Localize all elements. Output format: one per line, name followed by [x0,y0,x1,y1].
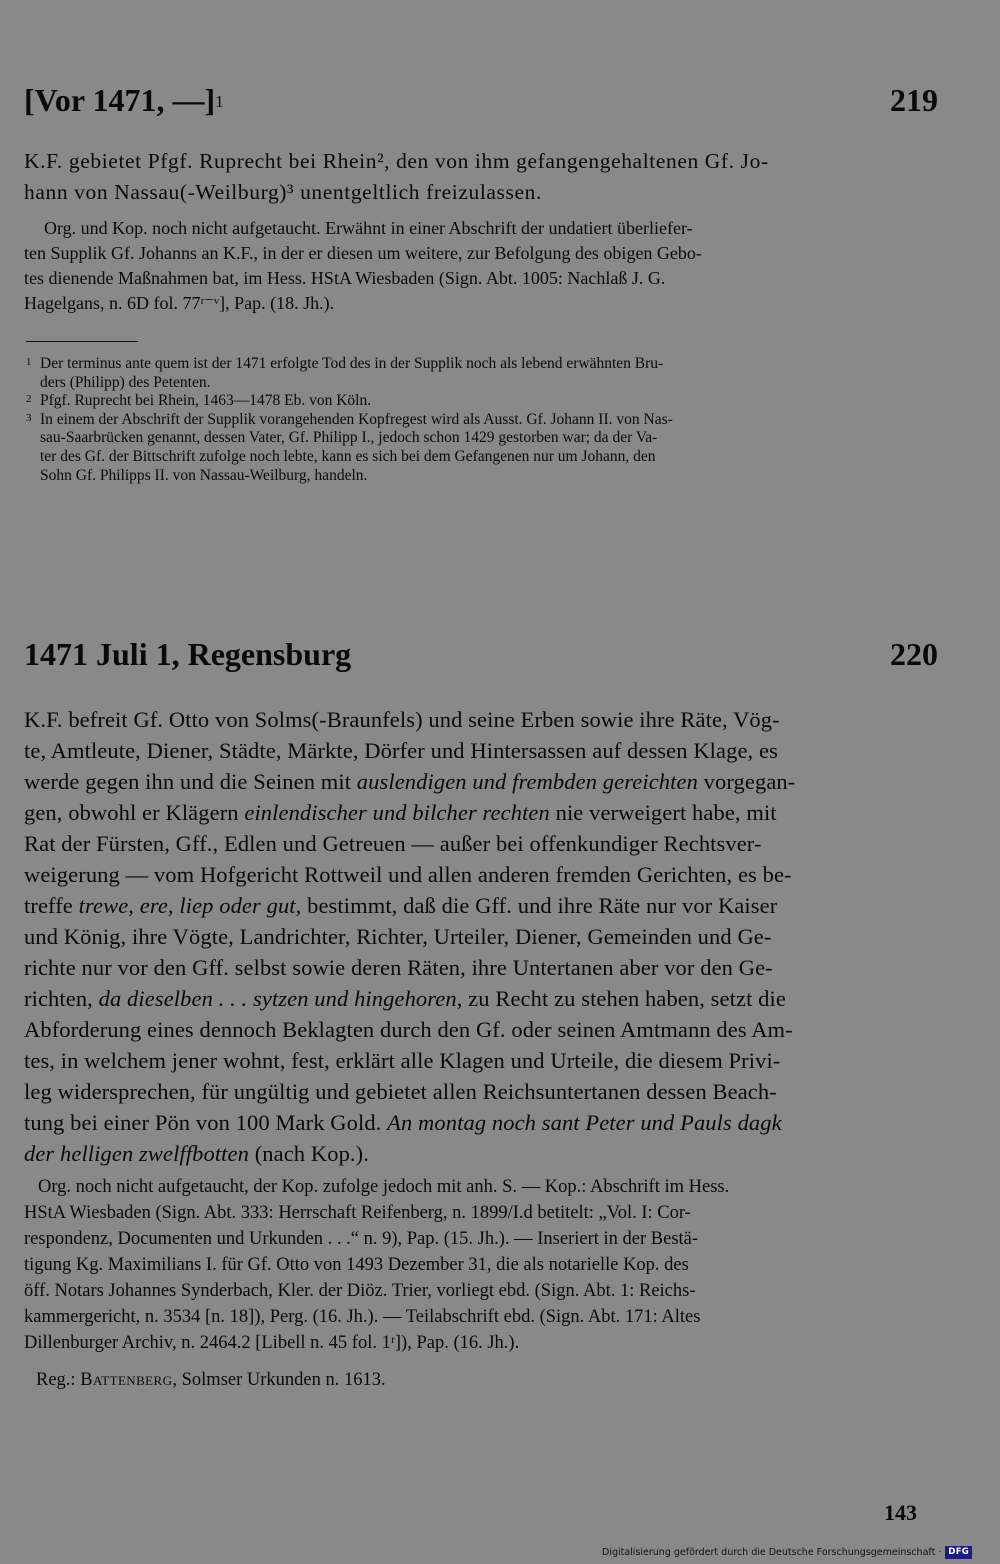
footnote-divider [26,341,138,342]
footnote-mark: 1 [26,356,32,368]
footnote-3 [26,411,936,485]
summary-text: Rat der Fürsten, Gff., Edlen und Getreuen — außer bei offenkundiger Rechtsver- [24,831,762,856]
summary-text: nie verweigert habe, mit [549,800,777,825]
note-line: tes dienende Maßnahmen bat, im Hess. HStA Wiesbaden (Sign. Abt. 1005: Nachlaß J. G. [24,268,666,288]
note-line: ten Supplik Gf. Johanns an K.F., in der er diesen um weitere, zur Befolgung des obigen Gebo- [24,243,702,263]
summary-line [24,890,934,921]
summary-line [24,983,934,1014]
entry-220-summary [24,704,934,1169]
note-line: Org. und Kop. noch nicht aufgetaucht. Erwähnt in einer Abschrift der undatiert überliefer- [44,218,693,238]
entry-220-date: 1471 Juli 1, Regensburg [24,636,352,672]
summary-text: und König, ihre Vögte, Landrichter, Richter, Urteiler, Diener, Gemeinden und Ge- [24,924,772,949]
note-line: respondenz, Documenten und Urkunden . . .“ n. 9), Pap. (15. Jh.). — Inseriert in der Bestä- [24,1229,699,1249]
summary-line [24,952,934,983]
summary-text: bestimmt, daß die Gff. und ihre Räte nur vor Kaiser [301,893,778,918]
note-line: Hagelgans, n. 6D fol. 77ʳ⁻ᵛ], Pap. (18. Jh.). [24,293,335,313]
summary-text: werde gegen ihn und die Seinen mit [24,769,357,794]
summary-line [24,1076,934,1107]
note-line: kammergericht, n. 3534 [n. 18]), Perg. (16. Jh.). — Teilabschrift ebd. (Sign. Abt. 171: Altes [24,1307,701,1327]
summary-text: te, Amtleute, Diener, Städte, Märkte, Dörfer und Hintersassen auf dessen Klage, es [24,738,778,763]
summary-text: leg widersprechen, für ungültig und gebietet allen Reichsuntertanen dessen Beach- [24,1079,777,1104]
dfg-logo: DFG [945,1546,972,1559]
summary-line [24,766,934,797]
summary-line [24,1045,934,1076]
summary-line [24,921,934,952]
summary-text: richte nur vor den Gff. selbst sowie deren Räten, ihre Untertanen aber vor den Ge- [24,955,773,980]
footnote-mark: 2 [26,393,32,406]
page-number: 143 [884,1500,917,1525]
summary-text: zu Recht zu stehen haben, setzt die [462,986,786,1011]
summary-line: K.F. gebietet Pfgf. Ruprecht bei Rhein², den von ihm gefangengehaltenen Gf. Jo- [24,149,769,173]
footnote-2 [26,392,936,411]
note-line: tigung Kg. Maximilians I. für Gf. Otto von 1493 Dezember 31, die als notarielle Kop. des [24,1255,689,1275]
summary-line [24,704,934,735]
footnote-ref-1: 1 [215,92,224,111]
summary-text: vorgegan- [697,769,796,794]
italic-quote: An montag noch sant Peter und Pauls dagk [387,1110,782,1135]
entry-220-regest-reference: Reg.: Battenberg, Solmser Urkunden n. 1613. [36,1370,386,1390]
entry-220-number: 220 [890,636,938,672]
footnote-line: In einem der Abschrift der Supplik vorangehenden Kopfregest wird als Ausst. Gf. Johann II. von Nas- [40,410,673,428]
summary-line [24,1107,934,1138]
summary-text: Abforderung eines dennoch Beklagten durch den Gf. oder seinen Amtmann des Am- [24,1017,793,1042]
italic-quote: da dieselben . . . sytzen und hingehoren, [98,986,463,1011]
footer-text: Digitalisierung gefördert durch die Deutsche Forschungsgemeinschaft · [602,1547,942,1558]
note-line: Dillenburger Archiv, n. 2464.2 [Libell n. 45 fol. 1ʳ]), Pap. (16. Jh.). [24,1333,520,1353]
summary-text: gen, obwohl er Klägern [24,800,245,825]
summary-line [24,828,934,859]
summary-text: tung bei einer Pön von 100 Mark Gold. [24,1110,388,1135]
footnote-1 [26,355,936,392]
italic-quote: trewe, ere, liep oder gut, [78,893,302,918]
summary-text: richten, [24,986,99,1011]
summary-text: K.F. befreit Gf. Otto von Solms(-Braunfels) und seine Erben sowie ihre Räte, Vög- [24,707,780,732]
summary-text: weigerung — vom Hofgericht Rottweil und allen anderen fremden Gerichten, es be- [24,862,792,887]
italic-quote: auslendigen und frembden gereichten [356,769,698,794]
summary-text: (nach Kop.). [248,1141,369,1166]
entry-219-date: [Vor 1471, —] [24,82,216,118]
entry-219-number: 219 [890,82,938,118]
italic-quote: der helligen zwelffbotten [24,1141,249,1166]
footnote-mark: 3 [26,411,32,424]
entry-219-summary [24,146,934,208]
note-line: Org. noch nicht aufgetaucht, der Kop. zufolge jedoch mit anh. S. — Kop.: Abschrift im Hess. [38,1177,730,1197]
summary-text: tes, in welchem jener wohnt, fest, erklärt alle Klagen und Urteile, die diesem Privi- [24,1048,781,1073]
summary-text: treffe [24,893,79,918]
footnote-line: Pfgf. Ruprecht bei Rhein, 1463—1478 Eb. von Köln. [40,392,372,410]
entry-219-tradition-note [24,216,934,316]
digitization-footer [602,1546,972,1559]
footnote-line: Der terminus ante quem ist der 1471 erfolgte Tod des in der Supplik noch als lebend erwähnten Bru- [40,355,664,372]
summary-line [24,1138,934,1169]
footnote-line: sau-Saarbrücken genannt, dessen Vater, Gf. Philipp I., jedoch schon 1429 gestorben war; da der Va- [40,429,658,447]
summary-line [24,735,934,766]
footnote-line: Sohn Gf. Philipps II. von Nassau-Weilburg, handeln. [40,466,368,484]
note-line: öff. Notars Johannes Synderbach, Kler. der Diöz. Trier, vorliegt ebd. (Sign. Abt. 1: Reichs- [24,1281,696,1301]
note-line: HStA Wiesbaden (Sign. Abt. 333: Herrschaft Reifenberg, n. 1899/I.d betitelt: „Vol. I: Cor- [24,1203,691,1223]
summary-line [24,859,934,890]
entry-220-tradition-note [24,1174,934,1356]
reg-author: Battenberg [80,1370,173,1390]
footnote-line: ter des Gf. der Bittschrift zufolge noch lebte, kann es sich bei dem Gefangenen nur um Johann, den [40,447,656,465]
summary-line [24,1014,934,1045]
entry-219-footnotes [26,355,936,485]
footnote-line: ders (Philipp) des Petenten. [40,373,211,391]
italic-quote: einlendischer und bilcher rechten [244,800,550,825]
summary-line: hann von Nassau(-Weilburg)³ unentgeltlich freizulassen. [24,180,542,204]
summary-line [24,797,934,828]
